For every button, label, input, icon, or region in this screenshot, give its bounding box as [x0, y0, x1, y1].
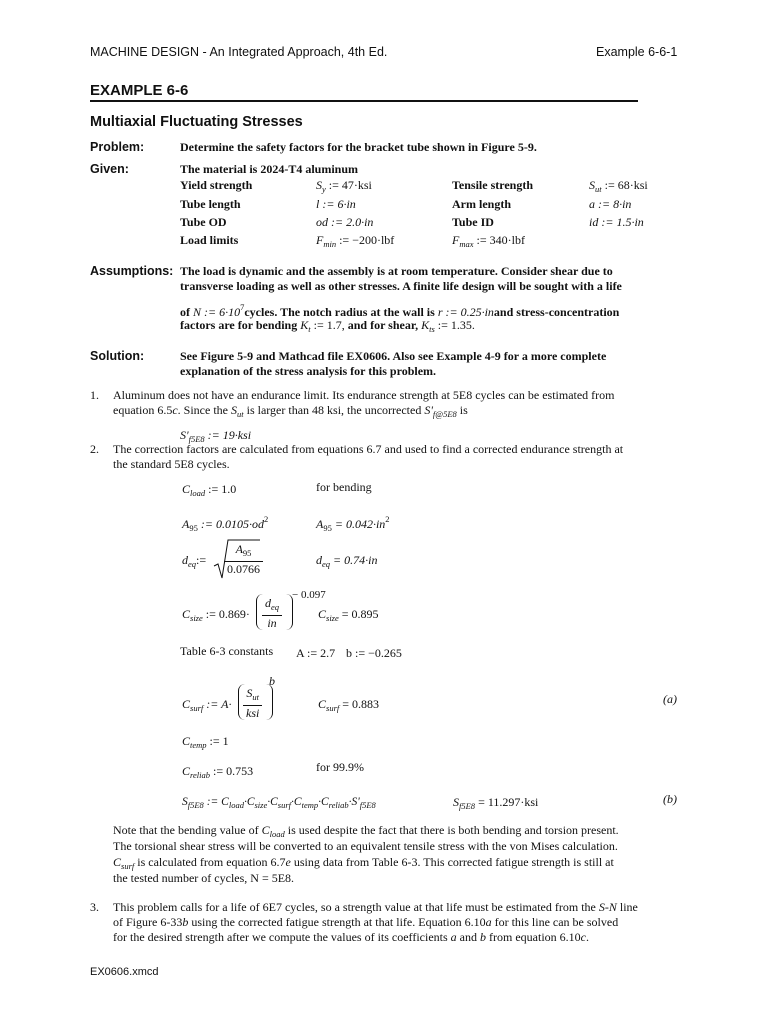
val: = 0.883: [339, 697, 380, 711]
eq-csize: [182, 607, 250, 626]
given-value-sy: [316, 178, 372, 197]
right-paren: [266, 684, 273, 720]
kts-sym: K: [421, 318, 430, 332]
const-a: A := 2.7: [296, 646, 336, 660]
text: and stress-concentration: [493, 305, 620, 319]
given-label-load-limits: Load limits: [180, 233, 239, 247]
result-csize: [318, 607, 379, 626]
text: is: [459, 403, 468, 417]
sub: max: [459, 239, 474, 249]
sub: ts: [429, 324, 435, 334]
text: is used despite the fact that there is both bending and torsion present.: [287, 823, 619, 837]
text: from equation 6.10: [489, 930, 581, 944]
sym: S: [230, 403, 237, 417]
sub: f5E8: [187, 800, 204, 810]
sub: f5E8: [359, 800, 376, 810]
sym: S: [316, 178, 322, 192]
book-title: MACHINE DESIGN - An Integrated Approach, 4th Ed.: [90, 45, 388, 59]
val: = 0.042·in: [331, 517, 386, 531]
given-label-tube-id: Tube ID: [452, 215, 494, 229]
table-constants-label: Table 6-3 constants: [180, 644, 274, 658]
text: S-N: [598, 900, 617, 914]
sub: f5E8: [459, 801, 476, 811]
assumptions-label: Assumptions:: [90, 264, 174, 278]
val: = 11.297·ksi: [475, 795, 539, 809]
term: C: [320, 796, 329, 808]
text: equation 6.5: [113, 403, 173, 417]
assumptions-line4: [180, 318, 475, 337]
val: := 340·lbf: [473, 233, 525, 247]
val: = 0.74·in: [330, 553, 378, 567]
val: := 2.0·in: [328, 215, 374, 229]
text: using the corrected fatigue strength at that life. Equation 6.10: [191, 915, 486, 929]
equation-tag-a: [663, 692, 677, 707]
text: and for shear,: [347, 318, 419, 332]
sub: surf: [277, 800, 292, 810]
title-rule: [90, 100, 638, 102]
sub: reliab: [190, 770, 211, 780]
sym: l: [316, 197, 320, 211]
sub: load: [269, 829, 285, 839]
equation-tag-b: [663, 792, 677, 807]
result-a95: [316, 512, 390, 536]
sym: d: [182, 553, 188, 567]
sub: eq: [322, 559, 331, 569]
sym: F: [452, 233, 460, 247]
term: C: [270, 796, 278, 808]
solution-line1: See Figure 5-9 and Mathcad file EX0606. Also see Example 4-9 for a more complete: [180, 349, 607, 363]
sub: size: [326, 613, 339, 623]
given-value-l: [316, 197, 356, 212]
note-line2: The torsional shear stress will be converted to an equivalent tensile stress with the von Mises calculation.: [113, 839, 618, 853]
notch-radius: r := 0.25·in: [437, 305, 494, 319]
val: := 1.0: [205, 482, 237, 496]
note-line4: the tested number of cycles, N = 5E8.: [113, 871, 295, 885]
val: := 1: [206, 734, 229, 748]
sub: 95: [242, 548, 252, 558]
given-label-arm-length: Arm length: [452, 197, 511, 211]
exp: 2: [385, 514, 390, 524]
exp: 2: [263, 514, 269, 524]
eq-a95: [182, 512, 268, 536]
text: of Figure 6-33: [113, 915, 183, 929]
eq-deq: [182, 553, 206, 572]
note-cload: for bending: [316, 480, 372, 494]
assumptions-line1: The load is dynamic and the assembly is at room temperature. Consider shear due to: [180, 264, 613, 278]
sub: t: [308, 324, 311, 334]
csize-fraction: [262, 596, 282, 631]
numerator: [224, 542, 263, 562]
sym: C: [182, 482, 191, 496]
sub: min: [323, 239, 337, 249]
eq-sf5e8: $S_{f5E8}$ := $C_{load}\cdot C_{size}\cdot C_{surf}\cdot C_{temp}\cdot C_{reliab}\cdot S'_{f5E8}$: [182, 796, 376, 810]
sym: S: [246, 686, 253, 700]
val: := 68·ksi: [601, 178, 648, 192]
text: a: [450, 930, 457, 944]
step3-line1: [113, 900, 638, 915]
text: . Since the: [177, 403, 228, 417]
sub: y: [322, 184, 326, 194]
val: := 6·in: [319, 197, 356, 211]
sub: surf: [121, 861, 135, 871]
sym: od: [316, 215, 328, 229]
sym: C: [318, 607, 327, 621]
sym: C: [182, 607, 191, 621]
lhs: S: [182, 796, 188, 808]
sub: load: [228, 800, 244, 810]
sub: f@5E8: [432, 409, 457, 419]
sub: ut: [252, 692, 259, 702]
text: is calculated from equation 6.7: [137, 855, 286, 869]
sub: 95: [323, 523, 332, 533]
sym: C: [182, 734, 191, 748]
val: = 0.895: [338, 607, 379, 621]
sub: load: [190, 488, 206, 498]
assumptions-line3: [180, 300, 619, 320]
step1-number: 1.: [90, 388, 99, 402]
fraction: [243, 686, 262, 721]
text: Note that the bending value of: [113, 823, 259, 837]
sym: a: [589, 197, 595, 211]
assumptions-line2: transverse loading as well as other stresses. A finite life design will be sought with a life: [180, 279, 622, 293]
given-value-a: [589, 197, 631, 212]
sub: temp: [301, 800, 319, 810]
val: := 8·in: [595, 197, 632, 211]
csurf-exponent: b: [269, 674, 275, 688]
text: line: [619, 900, 638, 914]
given-value-sut: [589, 178, 648, 197]
given-label-yield: Yield strength: [180, 178, 253, 192]
step1-line2: [113, 403, 468, 422]
term: S': [351, 796, 360, 808]
tag: (b): [663, 792, 677, 806]
exp: 7: [240, 302, 245, 312]
kt-sym: K: [300, 318, 309, 332]
given-value-id: [589, 215, 644, 230]
solution-line2: explanation of the stress analysis for this problem.: [180, 364, 437, 378]
sub: 95: [189, 523, 198, 533]
numerator: [243, 686, 262, 706]
text: using data from Table 6-3. This corrected fatigue strength is still at: [293, 855, 614, 869]
val: := 0.0105·od: [197, 517, 264, 531]
sym: A: [182, 517, 190, 531]
text: for the desired strength after we compute the values of its coefficients: [113, 930, 448, 944]
text: and: [459, 930, 477, 944]
eq-cload: [182, 482, 236, 501]
val: := 47·ksi: [325, 178, 372, 192]
eq-csurf: [182, 697, 231, 716]
sym: A: [316, 517, 324, 531]
sym: F: [316, 233, 324, 247]
given-label-tube-od: Tube OD: [180, 215, 227, 229]
sym: d: [316, 553, 322, 567]
text: for this line can be solved: [494, 915, 619, 929]
problem-label: Problem:: [90, 140, 145, 154]
sub: eq: [188, 559, 197, 569]
sub: size: [190, 613, 203, 623]
deq-fraction: [224, 542, 263, 577]
step1-line1: Aluminum does not have an endurance limit. Its endurance strength at 5E8 cycles can be estimated from: [113, 388, 615, 402]
step3-line3: [113, 930, 589, 945]
sym: C: [318, 697, 327, 711]
eq-creliab: [182, 764, 253, 783]
given-label-tensile: Tensile strength: [452, 178, 534, 192]
denominator: ksi: [246, 706, 260, 720]
term: C: [221, 796, 229, 808]
denominator: 0.0766: [227, 562, 260, 576]
term: C: [246, 796, 255, 808]
val: := −200·lbf: [336, 233, 395, 247]
sym: S: [589, 178, 595, 192]
given-value-od: [316, 215, 373, 230]
text: c: [172, 403, 178, 417]
sub: size: [254, 800, 268, 810]
result-csurf: [318, 697, 379, 716]
sym: S': [424, 403, 433, 417]
sub: surf: [326, 703, 340, 713]
val: := 1.5·in: [598, 215, 644, 229]
assign: :=: [203, 796, 222, 808]
text: b: [182, 915, 189, 929]
problem-text: Determine the safety factors for the bracket tube shown in Figure 5-9.: [180, 140, 537, 154]
given-value-fmax: [452, 233, 525, 252]
given-label: Given:: [90, 162, 129, 176]
step3-line2: [113, 915, 618, 930]
term: C: [293, 796, 302, 808]
sub: f5E8: [188, 434, 205, 444]
step2-line1: The correction factors are calculated from equations 6.7 and used to find a corrected endurance strength at: [113, 442, 624, 456]
result-sf5e8: [453, 795, 538, 814]
given-label-tube-length: Tube length: [180, 197, 241, 211]
step3-number: 3.: [90, 900, 99, 914]
result-deq: [316, 553, 377, 572]
assign: :=: [196, 553, 207, 567]
sub: eq: [271, 602, 280, 612]
text: is larger than 48 ksi, the uncorrected: [246, 403, 422, 417]
step2-number: 2.: [90, 442, 99, 456]
text: c: [580, 930, 586, 944]
val: := A·: [203, 697, 232, 711]
sym: id: [589, 215, 599, 229]
fraction: [224, 542, 263, 577]
sym: C: [182, 764, 191, 778]
example-reference: Example 6-6-1: [596, 45, 678, 59]
sub: ut: [236, 409, 244, 419]
given-material: The material is 2024-T4 aluminum: [180, 162, 359, 176]
given-value-fmin: [316, 233, 394, 252]
text: b: [480, 930, 486, 944]
sym: C: [182, 697, 191, 711]
csize-exponent: − 0.097: [292, 589, 326, 601]
eq-ctemp: [182, 734, 229, 753]
text: factors are for bending: [180, 318, 298, 332]
section-subtitle: Multiaxial Fluctuating Stresses: [90, 114, 303, 130]
numerator: [262, 596, 282, 616]
note-creliab: for 99.9%: [316, 760, 364, 774]
kt-val: := 1.7,: [310, 318, 345, 332]
solution-label: Solution:: [90, 349, 145, 363]
const-b: b := −0.265: [346, 646, 402, 660]
sub: surf: [190, 703, 204, 713]
sub: reliab: [328, 800, 349, 810]
fraction: [262, 596, 282, 631]
sym: C: [261, 823, 270, 837]
text: of: [180, 305, 190, 319]
sym: S: [453, 795, 459, 809]
sub: ut: [595, 184, 602, 194]
text: e: [285, 855, 291, 869]
n-cycles: N := 6·10: [193, 305, 241, 319]
val: := 0.753: [210, 764, 254, 778]
text: a: [485, 915, 492, 929]
footer-filename: EX0606.xmcd: [90, 966, 159, 978]
denominator: in: [267, 616, 277, 630]
step2-line2: the standard 5E8 cycles.: [113, 457, 230, 471]
csurf-fraction: [243, 686, 262, 721]
text: cycles. The notch radius at the wall is: [244, 305, 435, 319]
sym: A: [235, 542, 243, 556]
sym: d: [265, 596, 271, 610]
text: This problem calls for a life of 6E7 cycles, so a strength value at that life must be estimated from the: [113, 900, 596, 914]
kts-val: := 1.35.: [434, 318, 475, 332]
val: := 19·ksi: [204, 428, 252, 442]
text: .: [585, 930, 589, 944]
sym: S': [180, 428, 189, 442]
tag: (a): [663, 692, 677, 706]
val: := 0.869·: [202, 607, 250, 621]
page-title: EXAMPLE 6-6: [90, 82, 189, 99]
sub: temp: [190, 740, 207, 750]
sym: C: [113, 855, 122, 869]
